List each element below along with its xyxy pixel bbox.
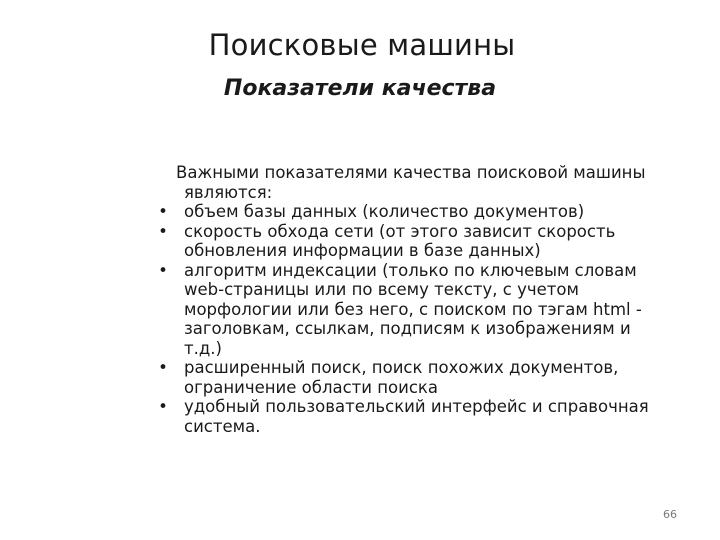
bullet-icon: • bbox=[158, 202, 168, 221]
list-item-text: удобный пользовательский интерфейс и справочная система. bbox=[184, 397, 649, 436]
page-number: 66 bbox=[663, 508, 677, 521]
list-item bbox=[152, 358, 652, 397]
bullet-icon: • bbox=[158, 260, 168, 280]
slide-subtitle: Показатели качества bbox=[223, 76, 497, 101]
list-item bbox=[152, 222, 652, 261]
list-item-text: скорость обхода сети (от этого зависит скорость обновления информации в базе данных) bbox=[184, 221, 616, 260]
bullet-list bbox=[152, 202, 652, 436]
bullet-icon: • bbox=[158, 358, 168, 377]
slide-title: Поисковые машины bbox=[208, 28, 516, 62]
list-item-text: объем базы данных (количество документов) bbox=[184, 202, 585, 221]
bullet-icon: • bbox=[158, 221, 168, 241]
list-item bbox=[152, 397, 652, 436]
list-item-text: алгоритм индексации (только по ключевым словам web-страницы или по всему тексту, с учетом морфологии или без него, с поиском по тэгам html - заголовкам, ссылкам, подписям к изображениям и т.д.) bbox=[184, 260, 642, 358]
bullet-icon: • bbox=[158, 397, 168, 416]
list-item bbox=[152, 261, 652, 359]
list-item-text: расширенный поиск, поиск похожих документов, ограничение области поиска bbox=[184, 358, 619, 397]
list-item bbox=[152, 202, 652, 222]
intro-text: Важными показателями качества поисковой машины являются: bbox=[176, 163, 646, 202]
slide-body bbox=[152, 163, 652, 436]
